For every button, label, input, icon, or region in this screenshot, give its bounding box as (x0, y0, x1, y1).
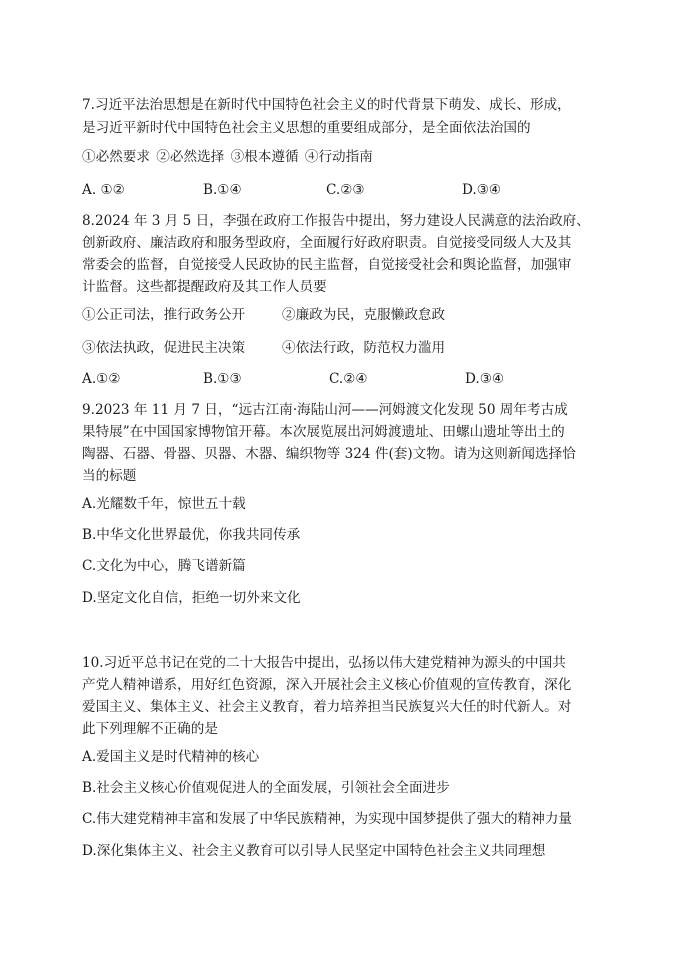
question-10-stem-line-3: 爱国主义、集体主义、社会主义教育，着力培养担当民族复兴大任的时代新人。对 (82, 699, 572, 715)
question-8-stem-line-2: 创新政府、廉洁政府和服务型政府，全面履行好政府职责。自觉接受同级人大及其 (82, 235, 572, 251)
question-9-option-a: A.光耀数千年，惊世五十载 (82, 496, 246, 512)
question-10-option-b: B.社会主义核心价值观促进人的全面发展，引领社会全面进步 (82, 780, 450, 796)
question-8-item-2: ②廉政为民，克服懒政怠政 (282, 307, 446, 323)
question-8-stem-line-3: 常委会的监督，自觉接受人民政协的民主监督，自觉接受社会和舆论监督，加强审 (82, 257, 572, 273)
question-8-option-d: D.③④ (465, 371, 505, 387)
question-10-stem-line-2: 产党人精神谱系，用好红色资源，深入开展社会主义核心价值观的宣传教育，深化 (82, 677, 572, 693)
question-8-option-a: A.①② (82, 371, 121, 387)
question-9-option-b: B.中华文化世界最优，你我共同传承 (82, 527, 301, 543)
question-8-option-b: B.①③ (203, 371, 242, 387)
question-8-stem-line-1: 8.2024 年 3 月 5 日，李强在政府工作报告中提出，努力建设人民满意的法治政府、 (82, 213, 590, 229)
question-10-option-d: D.深化集体主义、社会主义教育可以引导人民坚定中国特色社会主义共同理想 (82, 843, 546, 859)
question-7-stem-line-1: 7.习近平法治思想是在新时代中国特色社会主义的时代背景下萌发、成长、形成， (82, 97, 571, 113)
question-8-option-c: C.②④ (329, 371, 368, 387)
question-9-stem-line-2: 果特展”在中国国家博物馆开幕。本次展览展出河姆渡遗址、田螺山遗址等出土的 (82, 424, 565, 440)
question-8-item-4: ④依法行政，防范权力滥用 (282, 340, 446, 356)
question-7-option-d: D.③④ (462, 182, 502, 198)
question-9-stem-line-4: 当的标题 (82, 468, 137, 484)
question-9-option-c: C.文化为中心，腾飞谱新篇 (82, 558, 246, 574)
question-7-items: ①必然要求 ②必然选择 ③根本遵循 ④行动指南 (82, 149, 373, 165)
question-8-stem-line-4: 计监督。这些都提醒政府及其工作人员要 (82, 279, 327, 295)
question-10-stem-line-1: 10.习近平总书记在党的二十大报告中提出，弘扬以伟大建党精神为源头的中国共 (82, 655, 566, 671)
question-10-option-c: C.伟大建党精神丰富和发展了中华民族精神，为实现中国梦提供了强大的精神力量 (82, 811, 573, 827)
question-7-option-a: A. ①② (82, 182, 125, 198)
question-7-stem-line-2: 是习近平新时代中国特色社会主义思想的重要组成部分，是全面依法治国的 (82, 120, 531, 136)
question-10-option-a: A.爱国主义是时代精神的核心 (82, 749, 260, 765)
question-8-item-1: ①公正司法，推行政务公开 (82, 307, 246, 323)
question-8-item-3: ③依法执政，促进民主决策 (82, 340, 246, 356)
question-9-stem-line-3: 陶器、石器、骨器、贝器、木器、编织物等 324 件(套)文物。请为这则新闻选择恰 (82, 446, 576, 462)
question-7-option-b: B.①④ (203, 182, 242, 198)
question-9-option-d: D.坚定文化自信，拒绝一切外来文化 (82, 590, 301, 606)
question-7-option-c: C.②③ (326, 182, 365, 198)
question-10-stem-line-4: 此下列理解不正确的是 (82, 721, 218, 737)
question-9-stem-line-1: 9.2023 年 11 月 7 日，“远古江南·海陆山河——河姆渡文化发现 50 周年考古成 (82, 402, 568, 418)
